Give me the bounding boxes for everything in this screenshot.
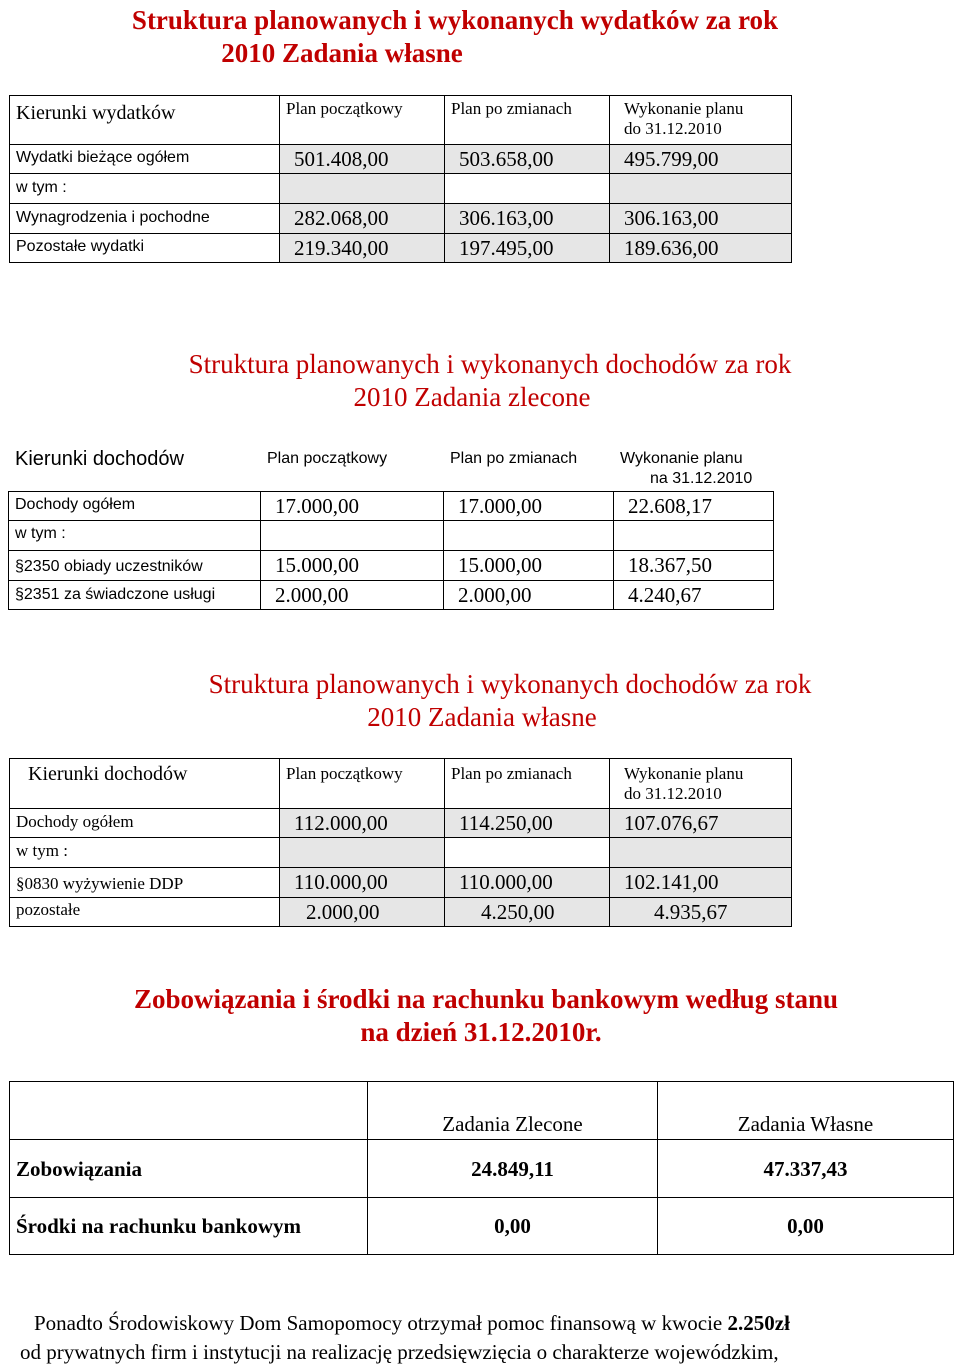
- section4-table: [9, 1081, 954, 1255]
- row-value: 15.000,00: [444, 551, 614, 581]
- section1-header-execution: [610, 96, 792, 145]
- section2-title: [0, 348, 960, 414]
- row-value: [444, 521, 614, 551]
- row-value: 495.799,00: [610, 145, 792, 174]
- section1-header-direction: Kierunki wydatków: [10, 96, 280, 145]
- row-value: [614, 521, 774, 551]
- row-value: 197.495,00: [445, 234, 610, 263]
- row-value: 17.000,00: [261, 492, 444, 521]
- row-value: 2.000,00: [261, 581, 444, 610]
- section1-header-plan-initial: Plan początkowy: [280, 96, 445, 145]
- row-value: 219.340,00: [280, 234, 445, 263]
- section1-title: [0, 4, 910, 70]
- row-value: 18.367,50: [614, 551, 774, 581]
- row-label: w tym :: [10, 838, 280, 868]
- row-label: Dochody ogółem: [10, 809, 280, 838]
- row-label: Wydatki bieżące ogółem: [10, 145, 280, 174]
- footer-paragraph: [20, 1309, 955, 1367]
- row-value: [610, 838, 792, 868]
- row-value: 189.636,00: [610, 234, 792, 263]
- section2-header-direction: Kierunki dochodów: [9, 443, 261, 492]
- row-value: [280, 838, 445, 868]
- section3-table: [9, 758, 792, 927]
- row-label: Wynagrodzenia i pochodne: [10, 204, 280, 234]
- row-value: 112.000,00: [280, 809, 445, 838]
- section1-header-execution-line1: Wykonanie planu: [624, 99, 744, 118]
- section1-table: [9, 95, 792, 263]
- section2-title-line2: 2010 Zadania zlecone: [353, 382, 591, 412]
- row-label: Dochody ogółem: [9, 492, 261, 521]
- row-value: 2.000,00: [444, 581, 614, 610]
- table-row: [10, 234, 792, 263]
- table-row: [9, 551, 774, 581]
- row-value: 4.250,00: [445, 898, 610, 927]
- row-value: [445, 838, 610, 868]
- footer-amount: 2.250zł: [727, 1311, 790, 1335]
- row-label: §2351 za świadczone usługi: [9, 581, 261, 610]
- section2-header-execution-line1: Wykonanie planu: [620, 450, 743, 467]
- table-row: [10, 898, 792, 927]
- row-value: [610, 174, 792, 204]
- section4-header-zlecone: Zadania Zlecone: [368, 1082, 658, 1140]
- row-value: 0,00: [658, 1198, 954, 1255]
- row-value: 2.000,00: [280, 898, 445, 927]
- section3-title: [0, 668, 960, 734]
- row-value: 503.658,00: [445, 145, 610, 174]
- section3-title-line2: 2010 Zadania własne: [367, 702, 597, 732]
- section3-header-plan-initial: Plan początkowy: [280, 759, 445, 809]
- row-label: pozostałe: [10, 898, 280, 927]
- section2-header-execution-line2: na 31.12.2010: [650, 470, 753, 487]
- row-value: 306.163,00: [610, 204, 792, 234]
- row-value: 4.935,67: [610, 898, 792, 927]
- row-value: 0,00: [368, 1198, 658, 1255]
- row-label: w tym :: [9, 521, 261, 551]
- table-row: [10, 174, 792, 204]
- section3-header-execution-line2: do 31.12.2010: [624, 784, 722, 803]
- row-value: 47.337,43: [658, 1140, 954, 1198]
- footer-line1-text: Ponadto Środowiskowy Dom Samopomocy otrzymał pomoc finansową w kwocie: [34, 1311, 728, 1335]
- section3-header-plan-changed: Plan po zmianach: [445, 759, 610, 809]
- row-value: 102.141,00: [610, 868, 792, 898]
- section3-header-execution-line1: Wykonanie planu: [624, 764, 744, 783]
- row-value: 4.240,67: [614, 581, 774, 610]
- section2-header-plan-initial: Plan początkowy: [261, 443, 444, 492]
- row-value: [261, 521, 444, 551]
- row-value: [280, 174, 445, 204]
- section2-table: [8, 442, 774, 610]
- row-label: §2350 obiady uczestników: [9, 551, 261, 581]
- section4-title-line2: na dzień 31.12.2010r.: [360, 1017, 602, 1047]
- section2-header-plan-changed: Plan po zmianach: [444, 443, 614, 492]
- row-value: 110.000,00: [445, 868, 610, 898]
- row-label: Zobowiązania: [10, 1140, 368, 1198]
- section4-title: [0, 983, 960, 1049]
- section1-header-plan-changed: Plan po zmianach: [445, 96, 610, 145]
- section2-title-line1: Struktura planowanych i wykonanych dochodów za rok: [188, 349, 792, 379]
- row-label: Środki na rachunku bankowym: [10, 1198, 368, 1255]
- section1-header-execution-line2: do 31.12.2010: [624, 119, 722, 138]
- section3-header-direction: Kierunki dochodów: [10, 759, 280, 809]
- table-row: [10, 1198, 954, 1255]
- table-row: [9, 581, 774, 610]
- row-value: 22.608,17: [614, 492, 774, 521]
- section1-title-line2: 2010 Zadania własne: [221, 38, 463, 68]
- table-row: [10, 1140, 954, 1198]
- row-value: [445, 174, 610, 204]
- row-label: w tym :: [10, 174, 280, 204]
- footer-line2: od prywatnych firm i instytucji na realizację przedsięwzięcia o charakterze wojewódzkim,: [20, 1340, 779, 1364]
- section1-title-line1: Struktura planowanych i wykonanych wydatków za rok: [131, 5, 779, 35]
- row-value: 501.408,00: [280, 145, 445, 174]
- table-row: [10, 809, 792, 838]
- table-row: [10, 204, 792, 234]
- table-row: [10, 868, 792, 898]
- row-value: 306.163,00: [445, 204, 610, 234]
- section4-header-wlasne: Zadania Własne: [658, 1082, 954, 1140]
- section3-title-line1: Struktura planowanych i wykonanych dochodów za rok: [208, 669, 812, 699]
- section4-title-line1: Zobowiązania i środki na rachunku bankowym według stanu: [134, 984, 838, 1014]
- footer-line1: [20, 1309, 955, 1338]
- section2-header-execution: [614, 443, 774, 492]
- table-row: [9, 521, 774, 551]
- table-row: [9, 492, 774, 521]
- row-value: 17.000,00: [444, 492, 614, 521]
- section3-header-execution: [610, 759, 792, 809]
- row-value: 15.000,00: [261, 551, 444, 581]
- section4-header-empty: [10, 1082, 368, 1140]
- row-value: 114.250,00: [445, 809, 610, 838]
- row-value: 24.849,11: [368, 1140, 658, 1198]
- row-value: 110.000,00: [280, 868, 445, 898]
- table-row: [10, 145, 792, 174]
- row-label: Pozostałe wydatki: [10, 234, 280, 263]
- row-label: §0830 wyżywienie DDP: [10, 868, 280, 898]
- row-value: 282.068,00: [280, 204, 445, 234]
- table-row: [10, 838, 792, 868]
- row-value: 107.076,67: [610, 809, 792, 838]
